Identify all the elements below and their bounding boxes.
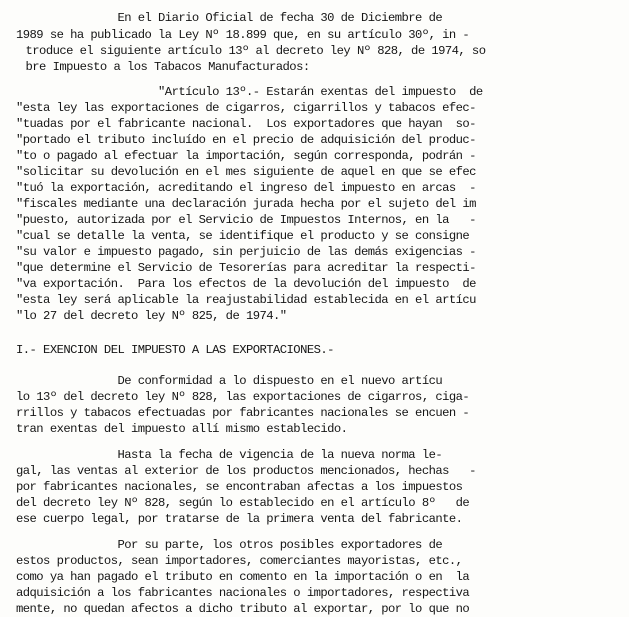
quote-line: "esta ley las exportaciones de cigarros, cigarrillos y tabacos efec- xyxy=(16,101,476,115)
quote-line: "Artículo 13º.- Estarán exentas del impuesto de xyxy=(16,85,483,99)
quote-line: "lo 27 del decreto ley Nº 825, de 1974." xyxy=(16,309,287,323)
quote-line: "su valor e impuesto pagado, sin perjuicio de las demás exigencias - xyxy=(16,245,476,259)
intro-line: bre Impuesto a los Tabacos Manufacturados: xyxy=(12,60,310,74)
quote-line: "solicitar su devolución en el mes siguiente de aquel en que se efec xyxy=(16,165,476,179)
quote-line: "puesto, autorizada por el Servicio de Impuestos Internos, en la - xyxy=(16,213,476,227)
paragraph-line: Por su parte, los otros posibles exportadores de xyxy=(16,538,443,552)
quote-line: "portado el tributo incluído en el precio de adquisición del produc- xyxy=(16,133,476,147)
paragraph-line: por fabricantes nacionales, se encontraban afectas a los impuestos xyxy=(16,480,463,494)
paragraph-line: tran exentas del impuesto allí mismo establecido. xyxy=(16,422,348,436)
intro-line: 1989 se ha publicado la Ley Nº 18.899 que, en su artículo 30º, in - xyxy=(16,28,470,42)
quote-line: "cual se detalle la venta, se identifique el producto y se consigne xyxy=(16,229,470,243)
paragraph-line: ese cuerpo legal, por tratarse de la primera venta del fabricante. xyxy=(16,512,463,526)
intro-line: En el Diario Oficial de fecha 30 de Diciembre de xyxy=(16,11,443,25)
paragraph-line: lo 13º del decreto ley Nº 828, las exportaciones de cigarros, ciga- xyxy=(16,390,470,404)
paragraph-line: rrillos y tabacos efectuadas por fabricantes nacionales se encuen - xyxy=(16,406,470,420)
paragraph-line: como ya han pagado el tributo en comento en la importación o en la xyxy=(16,570,470,584)
quote-line: "va exportación. Para los efectos de la devolución del impuesto de xyxy=(16,277,476,291)
quote-line: "tuó la exportación, acreditando el ingreso del impuesto en arcas - xyxy=(16,181,476,195)
quote-line: "to o pagado al efectuar la importación, según corresponda, podrán - xyxy=(16,149,476,163)
paragraph-line: gal, las ventas al exterior de los productos mencionados, hechas - xyxy=(16,464,476,478)
quote-line: "esta ley será aplicable la reajustabilidad establecida en el artícu xyxy=(16,293,476,307)
paragraph-line: De conformidad a lo dispuesto en el nuevo artícu xyxy=(16,374,443,388)
quote-line: "que determine el Servicio de Tesorerías para acreditar la respecti- xyxy=(16,261,476,275)
paragraph-line: Hasta la fecha de vigencia de la nueva norma le- xyxy=(16,448,443,462)
paragraph-line: mente, no quedan afectos a dicho tributo al exportar, por lo que no xyxy=(16,602,470,616)
quote-line: "tuadas por el fabricante nacional. Los exportadores que hayan so- xyxy=(16,117,476,131)
paragraph-line: estos productos, sean importadores, comerciantes mayoristas, etc., xyxy=(16,554,463,568)
paragraph-line: adquisición a los fabricantes nacionales o importadores, respectiva xyxy=(16,586,470,600)
section-heading: I.- EXENCION DEL IMPUESTO A LAS EXPORTACIONES.- xyxy=(16,343,334,357)
paragraph-line: del decreto ley Nº 828, según lo establecido en el artículo 8º de xyxy=(16,496,470,510)
quote-line: "fiscales mediante una declaración jurada hecha por el sujeto del im xyxy=(16,197,476,211)
intro-line: troduce el siguiente artículo 13º al decreto ley Nº 828, de 1974, so xyxy=(12,44,486,58)
